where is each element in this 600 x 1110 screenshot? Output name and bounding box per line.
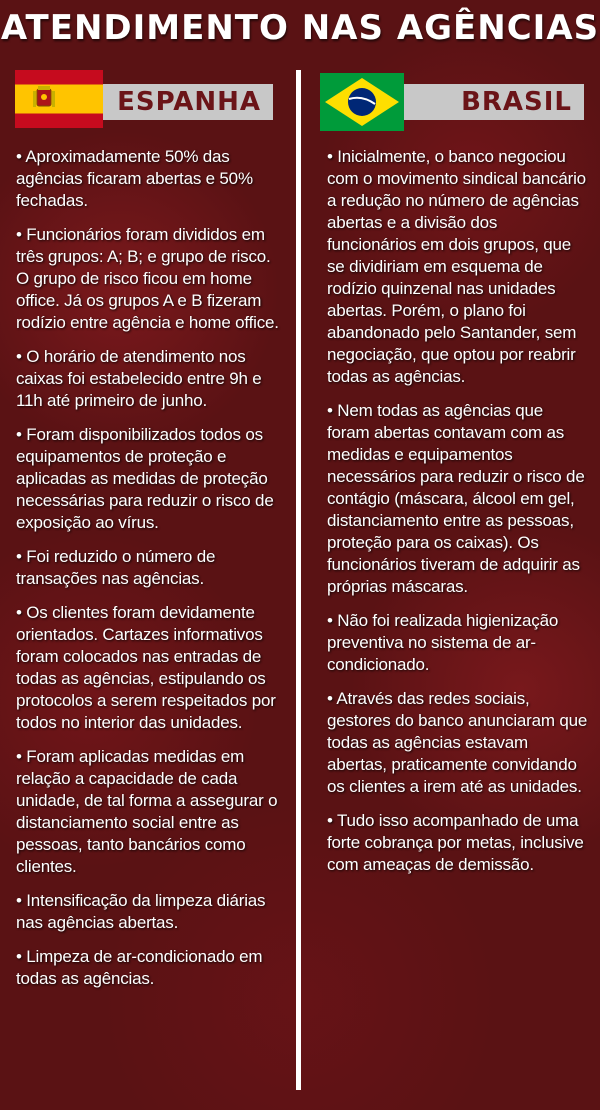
- list-item: • Aproximadamente 50% das agências ficaram abertas e 50% fechadas.: [16, 147, 253, 210]
- list-item: • Tudo isso acompanhado de uma forte cobrança por metas, inclusive com ameaças de demissão.: [327, 811, 584, 874]
- list-item: • Nem todas as agências que foram abertas contavam com as medidas e equipamentos necessários para reduzir o risco de contágio (máscara, álcool em gel, distanciamento entre as pessoas, proteção para os caixas). Os funcionários tiveram de adquirir as próprias máscaras.: [327, 401, 585, 596]
- country-label-brazil: BRASIL: [404, 84, 584, 120]
- list-item: • Intensificação da limpeza diárias nas agências abertas.: [16, 891, 266, 932]
- list-item: • O horário de atendimento nos caixas foi estabelecido entre 9h e 11h até primeiro de junho.: [16, 347, 262, 410]
- country-label-spain: ESPANHA: [103, 84, 273, 120]
- list-item: • Não foi realizada higienização preventiva no sistema de ar-condicionado.: [327, 611, 559, 674]
- list-item: • Limpeza de ar-condicionado em todas as agências.: [16, 947, 263, 988]
- brazil-flag-icon: [320, 73, 404, 131]
- page-title: ATENDIMENTO NAS AGÊNCIAS: [0, 8, 600, 48]
- list-item: • Através das redes sociais, gestores do banco anunciaram que todas as agências estavam abertas, praticamente convidando os clientes a irem até as unidades.: [327, 689, 588, 796]
- spain-list: [16, 146, 288, 1002]
- column-divider: [296, 70, 301, 1090]
- brazil-list: [327, 146, 589, 888]
- list-item: • Foram disponibilizados todos os equipamentos de proteção e aplicadas as medidas de proteção necessárias para reduzir o risco de exposição ao vírus.: [16, 425, 274, 532]
- list-item: • Foram aplicadas medidas em relação a capacidade de cada unidade, de tal forma a assegurar o distanciamento social entre as pessoas, tanto bancários como clientes.: [16, 747, 278, 876]
- spain-flag-icon: [15, 70, 103, 128]
- list-item: • Inicialmente, o banco negociou com o movimento sindical bancário a redução no número de agências abertas e a divisão dos funcionários em dois grupos, que se dividiriam em esquema de rodízio quinzenal nas unidades abertas. Porém, o plano foi abandonado pelo Santander, sem negociação, que optou por reabrir todas as agências.: [327, 147, 586, 386]
- list-item: • Os clientes foram devidamente orientados. Cartazes informativos foram colocados nas entradas de todas as agências, estipulando os protocolos a serem respeitados por todos no interior das unidades.: [16, 603, 276, 732]
- list-item: • Foi reduzido o número de transações nas agências.: [16, 547, 216, 588]
- list-item: • Funcionários foram divididos em três grupos: A; B; e grupo de risco. O grupo de risco ficou em home office. Já os grupos A e B fizeram rodízio entre agência e home office.: [16, 225, 279, 332]
